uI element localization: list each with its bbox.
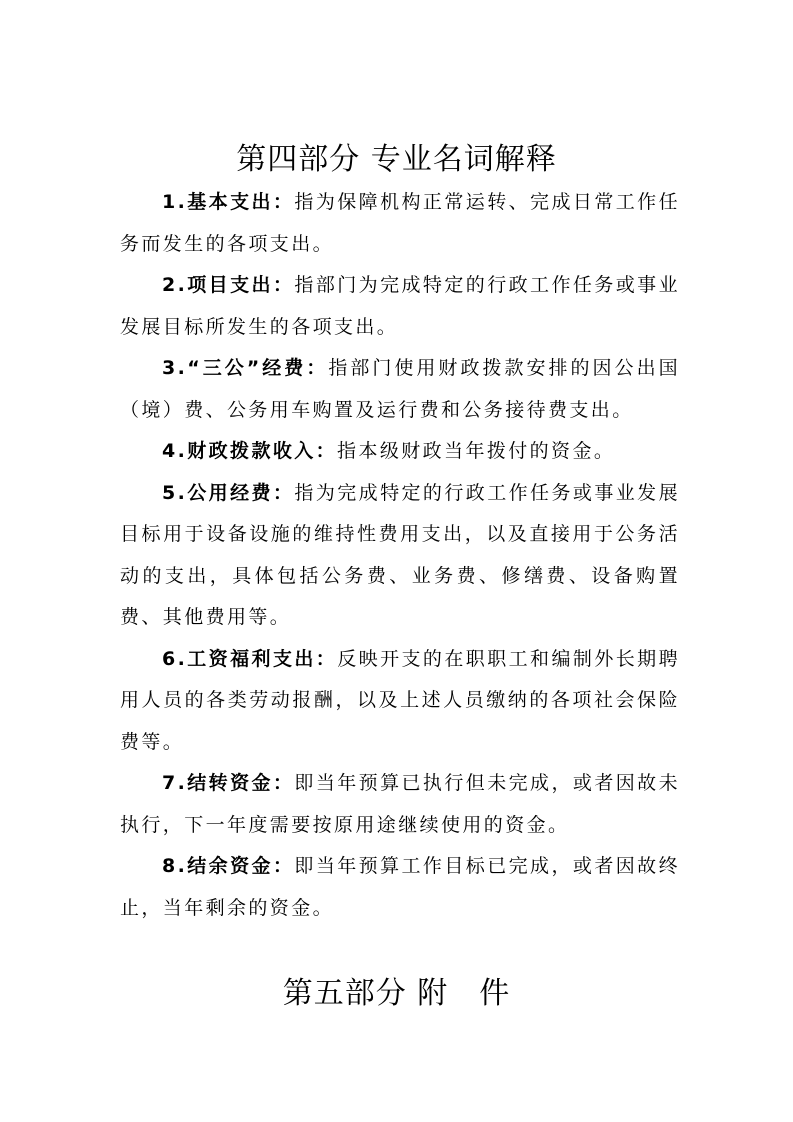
glossary-definition: 指本级财政当年拨付的资金。 <box>337 440 616 462</box>
glossary-item-project-expenditure <box>120 265 680 348</box>
glossary-term: 3.“三公”经费： <box>162 357 329 379</box>
section-5-title: 第五部分 附 件 <box>282 976 511 1011</box>
glossary-term: 8.结余资金： <box>162 855 295 877</box>
glossary-definition: 指部门使用财政拨款安排的因公出国（境）费、公务用车购置及运行费和公务接待费支出。 <box>120 357 681 421</box>
glossary-body <box>120 182 680 929</box>
glossary-item-wage-welfare-expenditure <box>120 639 680 764</box>
glossary-term: 6.工资福利支出： <box>162 647 338 670</box>
glossary-term: 7.结转资金： <box>162 772 295 794</box>
glossary-definition: 指为保障机构正常运转、完成日常工作任务而发生的各项支出。 <box>120 191 680 255</box>
glossary-term: 1.基本支出： <box>162 191 295 213</box>
glossary-term: 4.财政拨款收入： <box>162 440 338 462</box>
glossary-item-carryover-funds <box>120 763 680 846</box>
glossary-definition: 即当年预算工作目标已完成，或者因故终止，当年剩余的资金。 <box>120 855 680 919</box>
glossary-item-surplus-funds <box>120 846 680 929</box>
glossary-definition: 反映开支的在职职工和编制外长期聘用人员的各类劳动报酬，以及上述人员缴纳的各项社会保险费等。 <box>120 647 680 753</box>
glossary-term: 2.项目支出： <box>162 274 295 296</box>
glossary-definition: 指为完成特定的行政工作任务或事业发展目标用于设备设施的维持性费用支出，以及直接用于公务活动的支出，具体包括公务费、业务费、修缮费、设备购置费、其他费用等。 <box>120 481 680 628</box>
glossary-item-public-funds <box>120 473 680 639</box>
glossary-definition: 指部门为完成特定的行政工作任务或事业发展目标所发生的各项支出。 <box>120 274 680 338</box>
glossary-item-fiscal-appropriation-income <box>120 431 680 473</box>
glossary-definition: 即当年预算已执行但未完成，或者因故未执行，下一年度需要按原用途继续使用的资金。 <box>120 772 680 836</box>
glossary-term: 5.公用经费： <box>162 481 295 504</box>
glossary-item-three-public-expenses <box>120 348 680 431</box>
glossary-item-basic-expenditure <box>120 182 680 265</box>
section-4-title: 第四部分 专业名词解释 <box>236 142 557 177</box>
